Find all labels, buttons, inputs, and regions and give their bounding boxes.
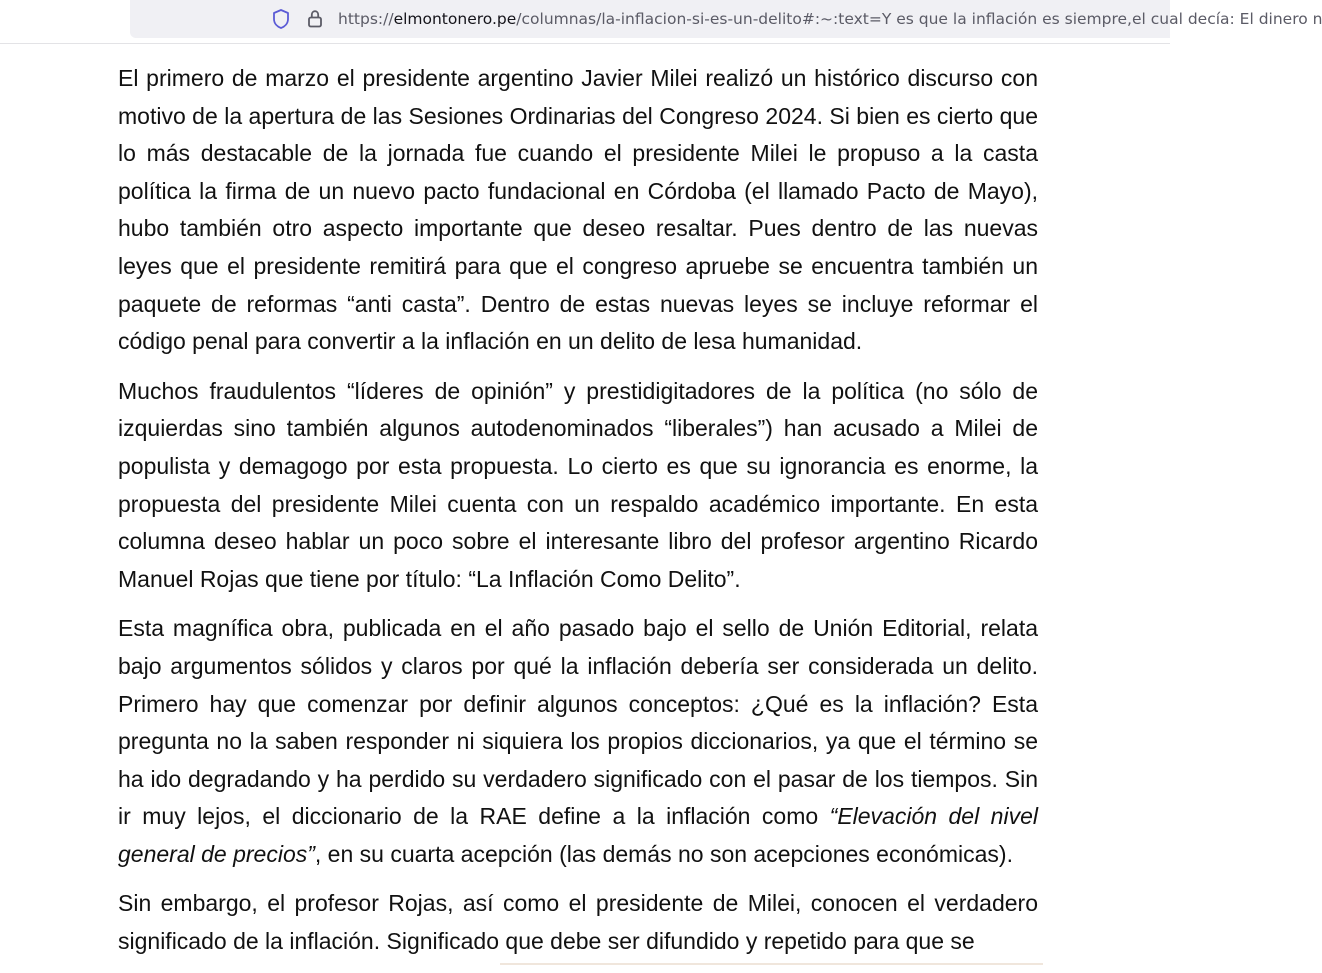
url-prefix: https://	[338, 10, 394, 28]
paragraph-1: El primero de marzo el presidente argentino Javier Milei realizó un histórico discurso con motivo de la apertura de las Sesiones Ordinarias del Congreso 2024. Si bien es cierto que lo más destacable de la jornada fue cuando el presidente Milei le propuso a la casta política la firma de un nuevo pacto fundacional en Córdoba (el llamado Pacto de Mayo), hubo también otro aspecto importante que deseo resaltar. Pues dentro de las nuevas leyes que el presidente remitirá para que el congreso apruebe se encuentra también un paquete de reformas “anti casta”. Dentro de estas nuevas leyes se incluye reformar el código penal para convertir a la inflación en un delito de lesa humanidad.	[118, 65, 1038, 355]
url-text[interactable]	[338, 9, 1322, 29]
rae-definition-quote: “Elevación del nivel general de precios”	[118, 803, 1038, 867]
paragraph-3-text: Esta magnífica obra, publicada en el año pasado bajo el sello de Unión Editorial, relata bajo argumentos sólidos y claros por qué la inflación debería ser considerada un delito. Primero hay que comenzar por definir algunos conceptos: ¿Qué es la inflación? Esta pregunta no la saben responder ni siquiera los propios diccionarios, ya que el término se ha ido degradando y ha perdido su verdadero significado con el pasar de los tiempos. Sin ir muy lejos, el diccionario de la RAE define a la inflación como	[118, 615, 1038, 830]
bottom-divider	[500, 963, 1043, 965]
browser-toolbar	[0, 0, 1322, 44]
paragraph-4: Sin embargo, el profesor Rojas, así como el presidente de Milei, conocen el verdadero significado de la inflación. Significado que debe ser difundido y repetido para que se	[118, 890, 1038, 955]
paragraph-2: Muchos fraudulentos “líderes de opinión” y prestidigitadores de la política (no sólo de izquierdas sino también algunos autodenominados “liberales”) han acusado a Milei de populista y demagogo por esta propuesta. Lo cierto es que su ignorancia es enorme, la propuesta del presidente Milei cuenta con un respaldo académico importante. En esta columna deseo hablar un poco sobre el interesante libro del profesor argentino Ricardo Manuel Rojas que tiene por título: “La Inflación Como Delito”.	[118, 377, 1038, 592]
url-host: elmontonero.pe	[393, 10, 517, 28]
paragraph-3-end: , en su cuarta acepción (las demás no son acepciones económicas).	[314, 840, 1013, 867]
shield-icon[interactable]	[271, 8, 291, 30]
address-bar[interactable]	[130, 0, 1322, 38]
article-body	[118, 60, 1038, 973]
url-path: /columnas/la-inflacion-si-es-un-delito#:~:text=Y es que la inflación es siempre,el cual decía: El dinero n	[516, 10, 1322, 28]
lock-icon[interactable]	[306, 8, 324, 30]
paragraph-3	[118, 610, 1038, 873]
